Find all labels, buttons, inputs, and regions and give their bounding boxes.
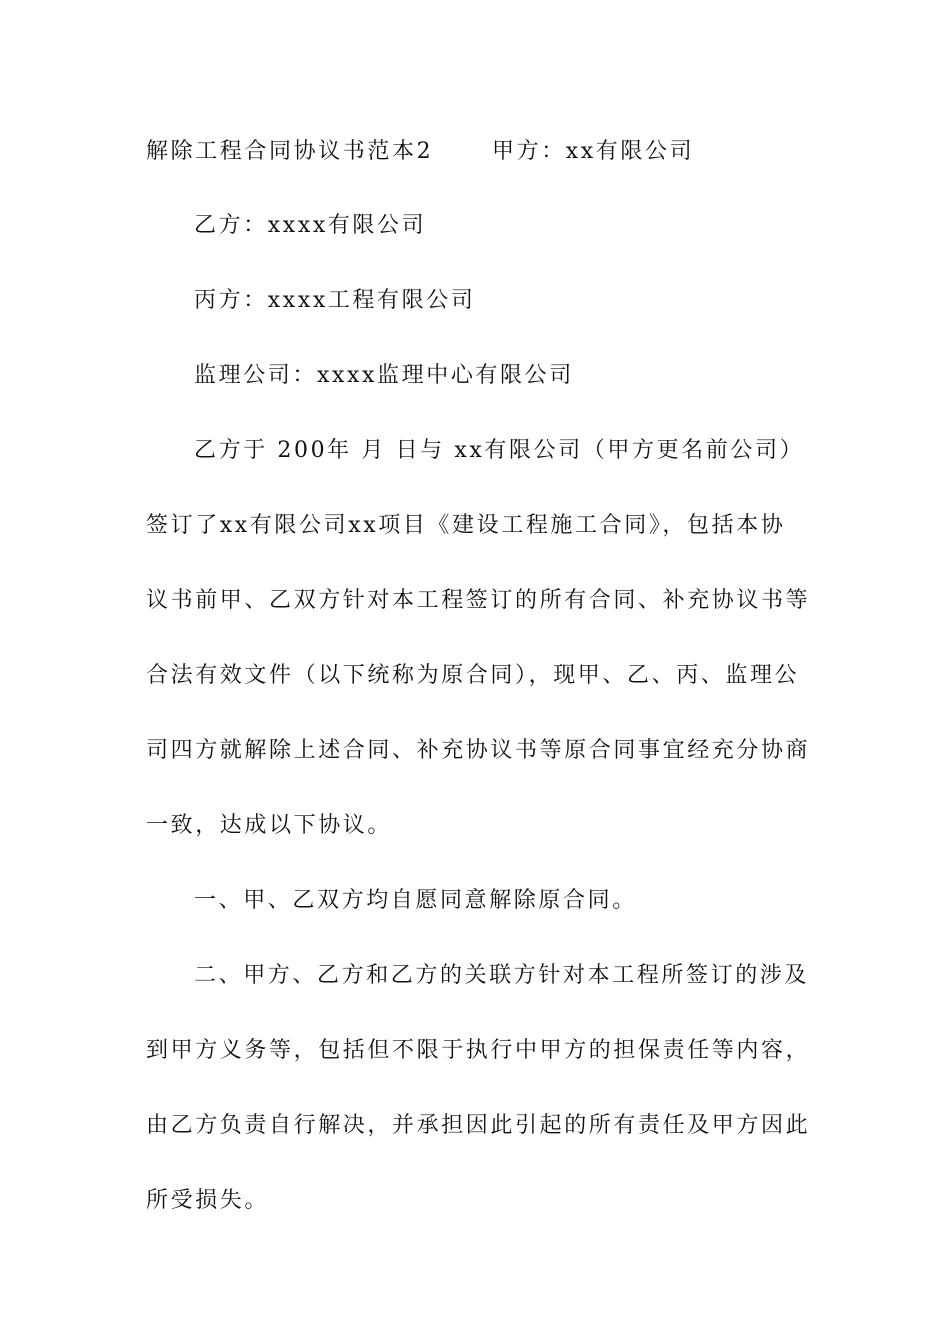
paragraph-line: 到甲方义务等，包括但不限于执行中甲方的担保责任等内容， [146,1038,811,1063]
party-b-line: 乙方：xxxx有限公司 [194,213,427,238]
paragraph-line: 所受损失。 [146,1188,270,1213]
supervisor-line: 监理公司：xxxx监理中心有限公司 [194,363,574,388]
paragraph-line: 签订了xx有限公司xx项目《建设工程施工合同》，包括本协 [146,513,786,538]
paragraph-line: 议书前甲、乙双方针对本工程签订的所有合同、补充协议书等 [146,588,811,613]
clause-two-line: 二、甲方、乙方和乙方的关联方针对本工程所签订的涉及 [194,963,810,988]
paragraph-line: 合法有效文件（以下统称为原合同），现甲、乙、丙、监理公 [146,663,800,688]
party-c-line: 丙方：xxxx工程有限公司 [194,288,476,313]
document-title-line: 解除工程合同协议书范本2 甲方：xx有限公司 [146,139,695,164]
paragraph-line: 一致，达成以下协议。 [146,813,393,838]
paragraph-line: 乙方于 200年 月 日与 xx有限公司（甲方更名前公司） [194,438,805,463]
paragraph-line: 司四方就解除上述合同、补充协议书等原合同事宜经充分协商 [146,738,811,763]
paragraph-line: 由乙方负责自行解决，并承担因此引起的所有责任及甲方因此 [146,1113,811,1138]
clause-one-line: 一、甲、乙双方均自愿同意解除原合同。 [194,888,637,913]
